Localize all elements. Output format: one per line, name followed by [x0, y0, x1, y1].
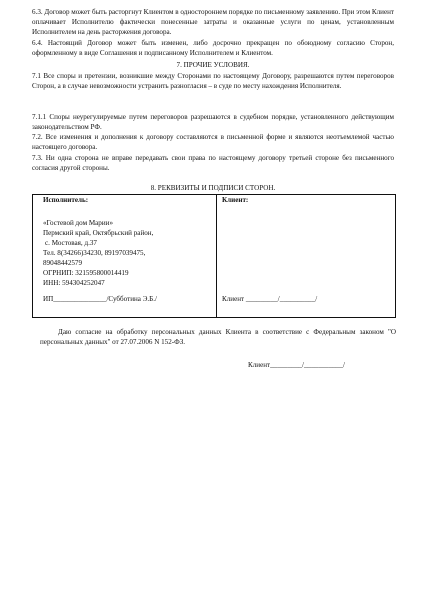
clause-7-1 [32, 71, 394, 91]
section-8-title [32, 183, 394, 193]
final-client-signature: Клиент_________/___________/ [248, 361, 345, 369]
executor-address-line-1: Пермский край, Октябрьский район, [43, 229, 154, 237]
clause-7-1-1 [32, 112, 394, 132]
clause-7-1-text: 7.1 Все споры и претензии, возникшие между Сторонами по настоящему Договору, разрешаются путем переговоров Сторон, а в случае невозможности устранить разногласия – в суде по месту нахождения Исполнителя. [32, 72, 394, 91]
section-7-title [32, 60, 394, 70]
table-divider [216, 195, 217, 317]
executor-inn: ИНН: 594304252047 [43, 279, 105, 287]
personal-data-consent: Даю согласие на обработку персональных данных Клиента в соответствие с Федеральным законом "О персональных данных" от 27.07.2006 N 152-ФЗ. [40, 328, 396, 347]
client-heading: Клиент: [222, 196, 249, 204]
executor-heading: Исполнитель: [43, 196, 89, 204]
clause-7-3-text: 7.3. Ни одна сторона не вправе передавать свои права по настоящему договору третьей стороне без письменного согласия другой стороны. [32, 154, 394, 173]
executor-name: «Гостевой дом Марии» [43, 219, 113, 227]
executor-signature: ИП_______________/Субботина Э.Б./ [43, 295, 157, 303]
executor-phone-line-2: 89048442579 [43, 259, 83, 267]
clause-6-3-text: 6.3. Договор может быть расторгнут Клиентом в одностороннем порядке по письменному заявлению. При этом Клиент оплачивает Исполнителю фактически понесенные затраты и оказанные услуги по ценам, установленным Исполнителем на день расторжения договора. [32, 8, 394, 37]
executor-ogrnip: ОГРНИП: 321595800014419 [43, 269, 129, 277]
clause-6-4-text: 6.4. Настоящий Договор может быть изменен, либо досрочно прекращен по обоюдному согласию Сторон, оформленному в виде Соглашения и подписанному Исполнителем и Клиентом. [32, 39, 394, 58]
executor-address-line-2: с. Мостовая, д.37 [45, 239, 97, 247]
clause-6-3 [32, 7, 394, 37]
clause-7-3 [32, 153, 394, 173]
section-7-title-text: 7. ПРОЧИЕ УСЛОВИЯ. [176, 61, 250, 69]
clause-7-2-text: 7.2. Все изменения и дополнения к договору составляются в письменной форме и являются неотъемлемой частью настоящего договора. [32, 133, 394, 152]
requisites-table [32, 194, 396, 318]
clause-7-2 [32, 132, 394, 152]
client-signature: Клиент _________/__________/ [222, 295, 318, 303]
clause-7-1-1-text: 7.1.1 Споры неурегулируемые путем переговоров разрешаются в судебном порядке, установленного действующим законодательством РФ. [32, 113, 394, 132]
section-8-title-text: 8. РЕКВИЗИТЫ И ПОДПИСИ СТОРОН. [150, 184, 276, 192]
clause-6-4 [32, 38, 394, 58]
executor-phone-line-1: Тел. 8(34266)34230, 89197039475, [43, 249, 146, 257]
